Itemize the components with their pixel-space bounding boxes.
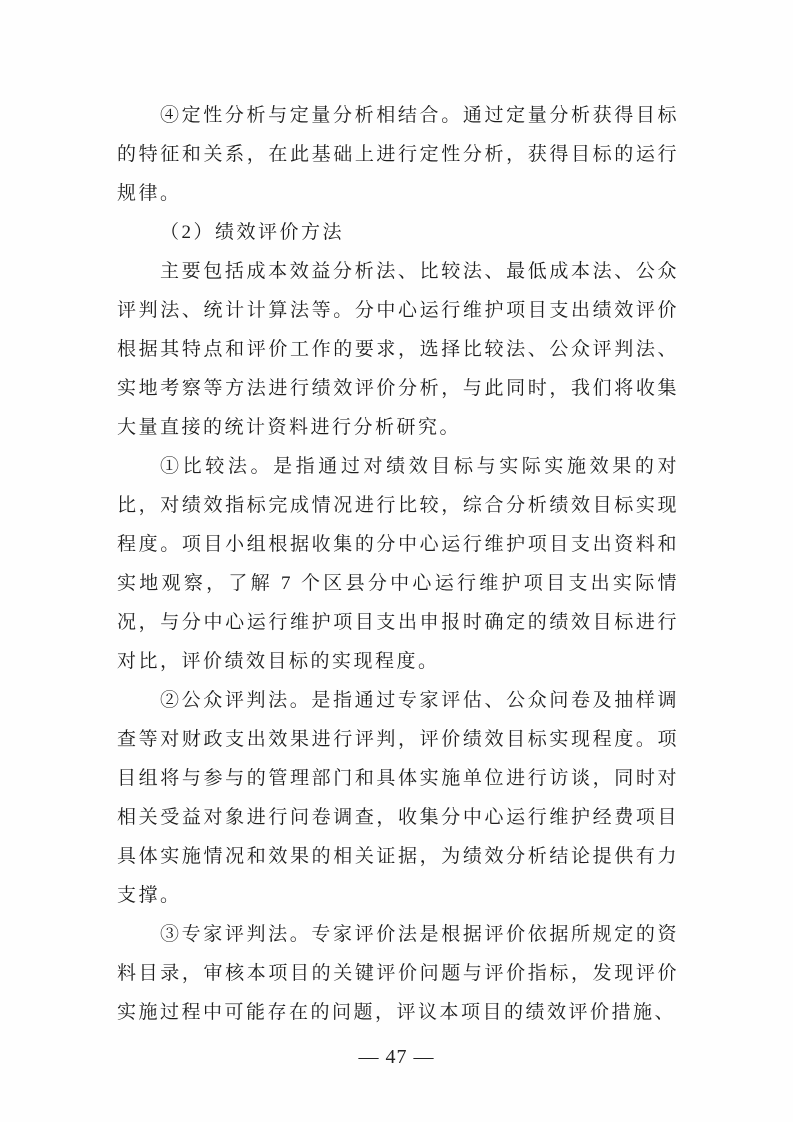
paragraph-methods-overview: 主要包括成本效益分析法、比较法、最低成本法、公众评判法、统计计算法等。分中心运行维护项目支出绩效评价根据其特点和评价工作的要求，选择比较法、公众评判法、实地考察等方法进行绩效评价分析，与此同时，我们将收集大量直接的统计资料进行分析研究。 — [117, 261, 679, 438]
paragraph-comparison-method: ①比较法。是指通过对绩效目标与实际实施效果的对比，对绩效指标完成情况进行比较，综合分析绩效目标实现程度。项目小组根据收集的分中心运行维护项目支出资料和实地观察，了解 7 个区县分中心运行维护项目支出实际情况，与分中心运行维护项目支出申报时确定的绩效目标进行对比，评价绩效目标的实现程度。 — [117, 456, 679, 672]
page-number: — 47 — — [358, 1046, 435, 1068]
text-block — [117, 96, 679, 1032]
paragraph-qualitative-quantitative: ④定性分析与定量分析相结合。通过定量分析获得目标的特征和关系，在此基础上进行定性分析，获得目标的运行规律。 — [117, 105, 679, 204]
paragraph-expert-judgment-method: ③专家评判法。专家评价法是根据评价依据所规定的资料目录，审核本项目的关键评价问题与评价指标，发现评价实施过程中可能存在的问题，评议本项目的绩效评价措施、 — [117, 924, 679, 1023]
section-heading-evaluation-methods: （2）绩效评价方法 — [160, 222, 345, 243]
page-footer — [0, 1046, 793, 1069]
paragraph-public-judgment-method: ②公众评判法。是指通过专家评估、公众问卷及抽样调查等对财政支出效果进行评判，评价绩效目标实现程度。项目组将与参与的管理部门和具体实施单位进行访谈，同时对相关受益对象进行问卷调查，收集分中心运行维护经费项目具体实施情况和效果的相关证据，为绩效分析结论提供有力支撑。 — [117, 690, 679, 906]
